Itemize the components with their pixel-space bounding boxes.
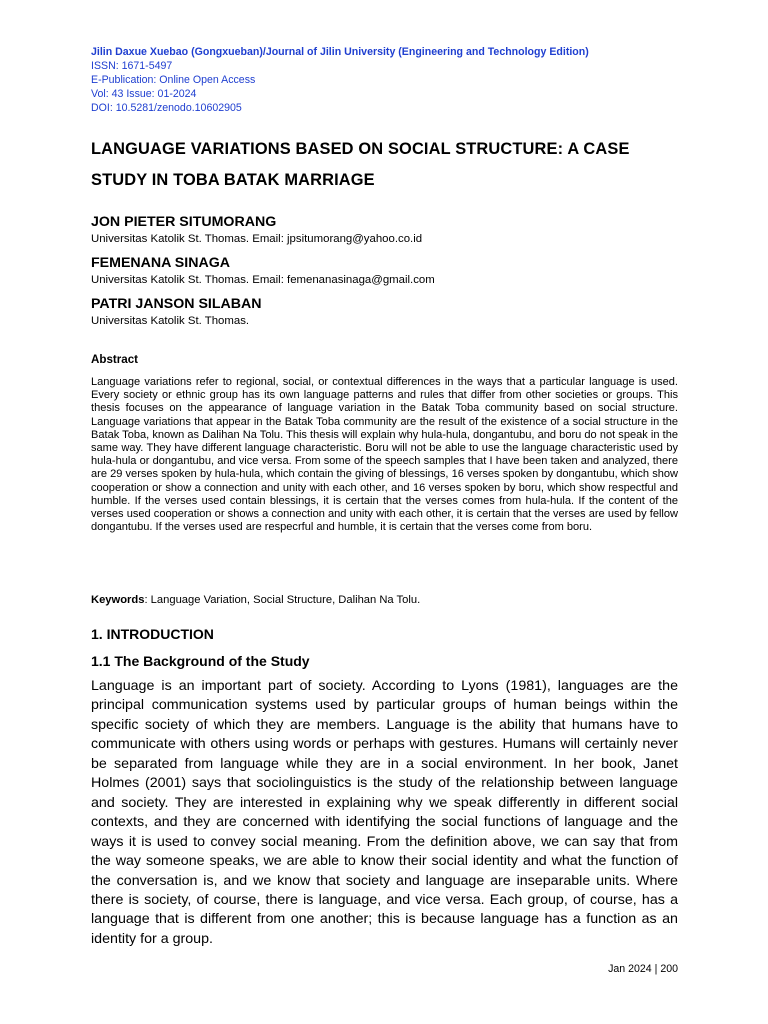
author-name: JON PIETER SITUMORANG [91,214,277,230]
author-list [91,213,678,336]
author-entry [91,254,678,288]
journal-publication: E-Publication: Online Open Access [91,74,256,86]
author-entry [91,295,678,329]
author-affiliation: Universitas Katolik St. Thomas. Email: jpsitumorang@yahoo.co.id [91,233,423,245]
abstract-text: Language variations refer to regional, social, or contextual differences in the ways that a particular language is used. Every society or ethnic group has its own language patterns and rules that differ from other societies or groups. This thesis focuses on the appearance of language variation in the Batak Toba community based on social structure. Language variations that appear in the Batak Toba community are the result of the existence of a social structure in the Batak Toba, known as Dalihan Na Tolu. This thesis will explain why hula-hula, dongantubu, and boru do not speak in the same way. They have different language characteristic. Boru will not be able to use the language characteristic used by hula-hula or dongantubu, and vice versa. From some of the speech samples that I have been taken and analyzed, there are 29 verses spoken by hula-hula, which contain the giving of blessings, 16 verses spoken by dongantubu, which show cooperation or show a connection and unity with each other, and 16 verses spoken by boru, which show respectful and humble. If the verses used contain blessings, it is certain that the verses comes from hula-hula. If the content of the verses used cooperation or shows a connection and unity with each other, it is certain that the verses are used by fellow dongantubu. If the verses used are respecrful and humble, it is certain that the verses come from boru. [91,376,678,534]
section-heading: 1. INTRODUCTION [91,626,214,642]
journal-name: Jilin Daxue Xuebao (Gongxueban)/Journal of Jilin University (Engineering and Technology Edition) [91,46,589,58]
section-body: Language is an important part of society. According to Lyons (1981), languages are the principal communication systems used by particular groups of human beings within the specific society of which they are members. Language is the ability that humans have to communicate with others using words or perhaps with gestures. Humans will certainly never be separated from language while they are in a social environment. In her book, Janet Holmes (2001) says that sociolinguistics is the study of the relationship between language and society. They are interested in explaining why we speak differently in different social contexts, and they are concerned with identifying the social functions of language and the ways it is used to convey social meaning. From the definition above, we can say that from the way someone speaks, we are able to know their social identity and what the function of the conversation is, and we know that society and language are inseparable units. Where there is society, of course, there is language, and vice versa. Each group, of course, has a language that is different from one another; this is because language has a function as an identity for a group. [91,678,678,947]
paper-title: LANGUAGE VARIATIONS BASED ON SOCIAL STRUCTURE: A CASE STUDY IN TOBA BATAK MARRIAGE [91,140,630,189]
keywords-text: : Language Variation, Social Structure, Dalihan Na Tolu. [144,594,421,606]
abstract-heading: Abstract [91,353,139,366]
author-entry [91,213,678,247]
journal-issn: ISSN: 1671-5497 [91,60,173,72]
keywords-label: Keywords [91,594,145,606]
author-affiliation: Universitas Katolik St. Thomas. [91,315,250,327]
journal-volume: Vol: 43 Issue: 01-2024 [91,88,197,100]
paper-page [91,0,678,1024]
author-name: FEMENANA SINAGA [91,255,230,271]
author-affiliation: Universitas Katolik St. Thomas. Email: femenanasinaga@gmail.com [91,274,435,286]
journal-doi: DOI: 10.5281/zenodo.10602905 [91,102,242,114]
page-footer: Jan 2024 | 200 [608,963,678,975]
journal-header [91,45,678,115]
author-name: PATRI JANSON SILABAN [91,296,262,312]
keywords-line [91,593,678,608]
subsection-heading: 1.1 The Background of the Study [91,653,310,669]
